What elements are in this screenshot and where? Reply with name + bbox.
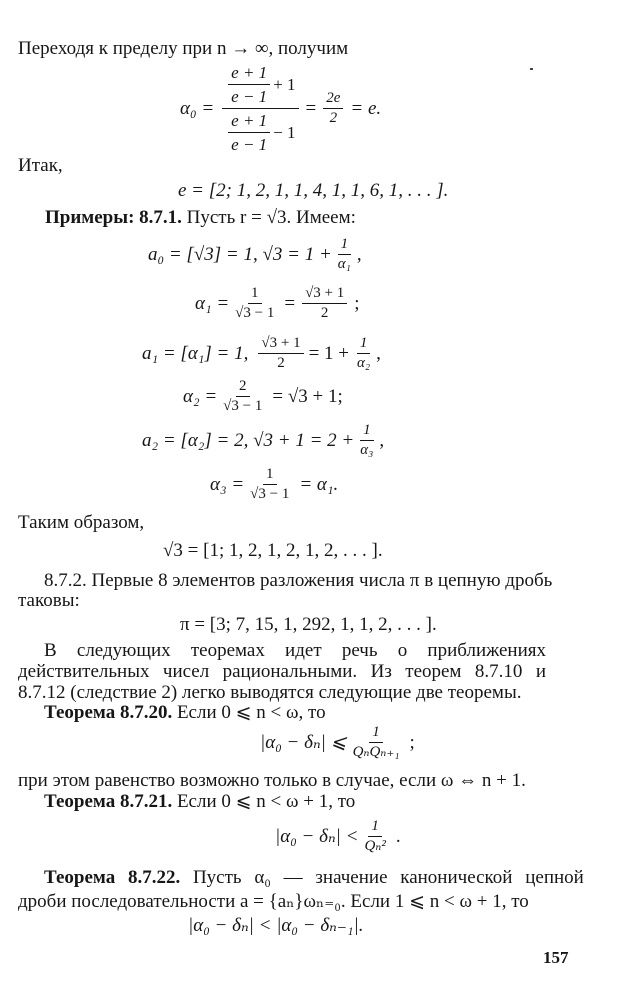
two: 2 [236,378,250,397]
alpha3-lhs: α₃ = [210,473,245,495]
text-line-872b: таковы: [18,590,80,611]
one: 1 [357,335,371,354]
text-line-takim: Таким образом, [18,512,145,533]
alpha1-symbol: α₁ [337,256,351,272]
theorem-21-heading: Теорема 8.7.21. [44,791,173,812]
one: 1 [338,236,352,255]
a0-left: a₀ = [√3] = 1, √3 = 1 + [148,243,332,265]
one-over-alpha1 [335,236,354,273]
text-line-872a: 8.7.2. Первые 8 элементов разложения числа π в цепную дробь [44,570,553,591]
alpha0-result: = e. [350,97,382,119]
equation-alpha3 [210,466,338,503]
th20-lhs: |α₀ − δₙ| ⩽ [260,732,347,753]
one: 1 [263,466,277,485]
e-plus-1: e + 1 [228,62,270,85]
alpha2-lhs: α₂ = [183,385,218,407]
th21-lhs: |α₀ − δₙ| < [275,826,359,847]
one-over-alpha3 [357,422,376,459]
two: 2 [320,305,329,321]
sqrt3-plus1-over-2 [258,335,303,372]
one: 1 [368,818,382,837]
one-over-alpha2 [354,335,373,372]
print-speck [530,68,533,70]
theorem-8-7-20 [44,702,326,724]
theorem-20-condition: Если 0 ⩽ n < ω, то [176,702,326,723]
equals-one-plus: = 1 + [308,342,350,364]
alpha3-result: = α₁. [299,473,339,495]
equation-theorem-21 [275,818,401,855]
semicolon: ; [409,731,415,753]
examples-text: Пусть r = √3. Имеем: [186,207,356,228]
equation-a1 [142,335,381,372]
alpha0-main-fraction [222,62,298,155]
paragraph-following-theorems: В следующих теоремах идет речь о приближениях действительных чисел рациональными. Из теорем 8.7.10 и 8.7.12 (следствие 2) легко выводятся следующие две теоремы. [18,640,546,703]
text-line-th22-2: дроби последовательности a = {aₙ}ωₙ₌₀. Если 1 ⩽ n < ω + 1, то [18,891,529,912]
one: 1 [369,724,383,743]
equation-theorem-22: |α₀ − δₙ| < |α₀ − δₙ₋₁|. [188,915,364,936]
alpha0-main-numerator [222,62,298,109]
alpha0-lhs: α₀ = [180,97,215,119]
two-e-over-two [323,90,343,127]
sqrt3-plus-1: √3 + 1 [302,285,347,304]
alpha3-symbol: α₃ [360,442,374,458]
a2-left: a₂ = [α₂] = 2, √3 + 1 = 2 + [142,429,355,451]
one-over-QnQn1 [350,724,403,761]
examples-heading: Примеры: 8.7.1. [45,207,182,228]
e-ratio-bottom [228,110,270,155]
one: 1 [248,285,262,304]
equation-theorem-20 [260,724,415,761]
equation-a0 [148,236,362,273]
e-ratio-top [228,62,270,107]
equation-e-expansion: e = [2; 1, 2, 1, 1, 4, 1, 1, 6, 1, . . . ]. [178,180,449,201]
sqrt3-plus-1: √3 + 1 [258,335,303,354]
equation-pi-expansion: π = [3; 7, 15, 1, 292, 1, 1, 2, . . . ]. [180,614,437,635]
equals-sign: = [305,97,317,119]
equation-alpha0 [180,62,381,155]
one-over-sqrt3-minus1 [232,285,277,322]
e-plus-1: e + 1 [228,110,270,133]
equation-sqrt3-expansion: √3 = [1; 1, 2, 1, 2, 1, 2, . . . ]. [163,540,383,561]
theorem-20-heading: Теорема 8.7.20. [44,702,173,723]
Qn-squared: Qₙ² [364,838,386,854]
one: 1 [360,422,374,441]
text-line-examples [45,207,356,229]
e-minus-1: e − 1 [231,135,268,154]
sqrt3-plus1-over-2 [302,285,347,322]
a1-left: a₁ = [α₁] = 1, [142,342,249,364]
comma: , [379,429,385,451]
equation-alpha1 [195,285,360,322]
semicolon: ; [354,292,360,314]
two: 2 [277,355,285,371]
text-line-limit: Переходя к пределу при n → ∞, получим [18,38,349,59]
sqrt3-minus-1: √3 − 1 [235,305,275,321]
equation-alpha2 [183,378,343,415]
two-e: 2e [323,90,343,109]
theorem-22-heading: Теорема 8.7.22. [44,867,181,888]
sqrt3-minus-1: √3 − 1 [223,398,263,414]
comma: , [356,243,362,265]
theorem-8-7-22 [44,867,584,889]
period: . [395,825,401,847]
alpha0-main-denominator [222,109,298,155]
one-over-sqrt3-minus1 [247,466,292,503]
equation-a2 [142,422,384,459]
minus-one: − 1 [273,123,296,142]
alpha2-symbol: α₂ [357,355,371,371]
plus-one: + 1 [273,75,296,94]
one-over-Qn-squared [361,818,388,855]
alpha2-result: = √3 + 1; [272,385,343,407]
theorem-8-7-21 [44,791,355,813]
theorem-22-text: Пусть α₀ — значение канонической цепной [192,867,584,888]
page-number: 157 [543,948,569,967]
sqrt3-minus-1: √3 − 1 [250,486,290,502]
two-over-sqrt3-minus1 [220,378,265,415]
QnQn1: QₙQₙ₊₁ [352,744,400,760]
comma: , [376,342,381,364]
text-line-th20-after: при этом равенство возможно только в случае, если ω ⇔ n + 1. [18,770,526,791]
two: 2 [329,110,338,126]
e-minus-1: e − 1 [231,87,268,106]
theorem-21-condition: Если 0 ⩽ n < ω + 1, то [176,791,356,812]
equals-sign: = [284,292,296,314]
text-line-itak: Итак, [18,155,63,176]
alpha1-lhs: α₁ = [195,292,230,314]
